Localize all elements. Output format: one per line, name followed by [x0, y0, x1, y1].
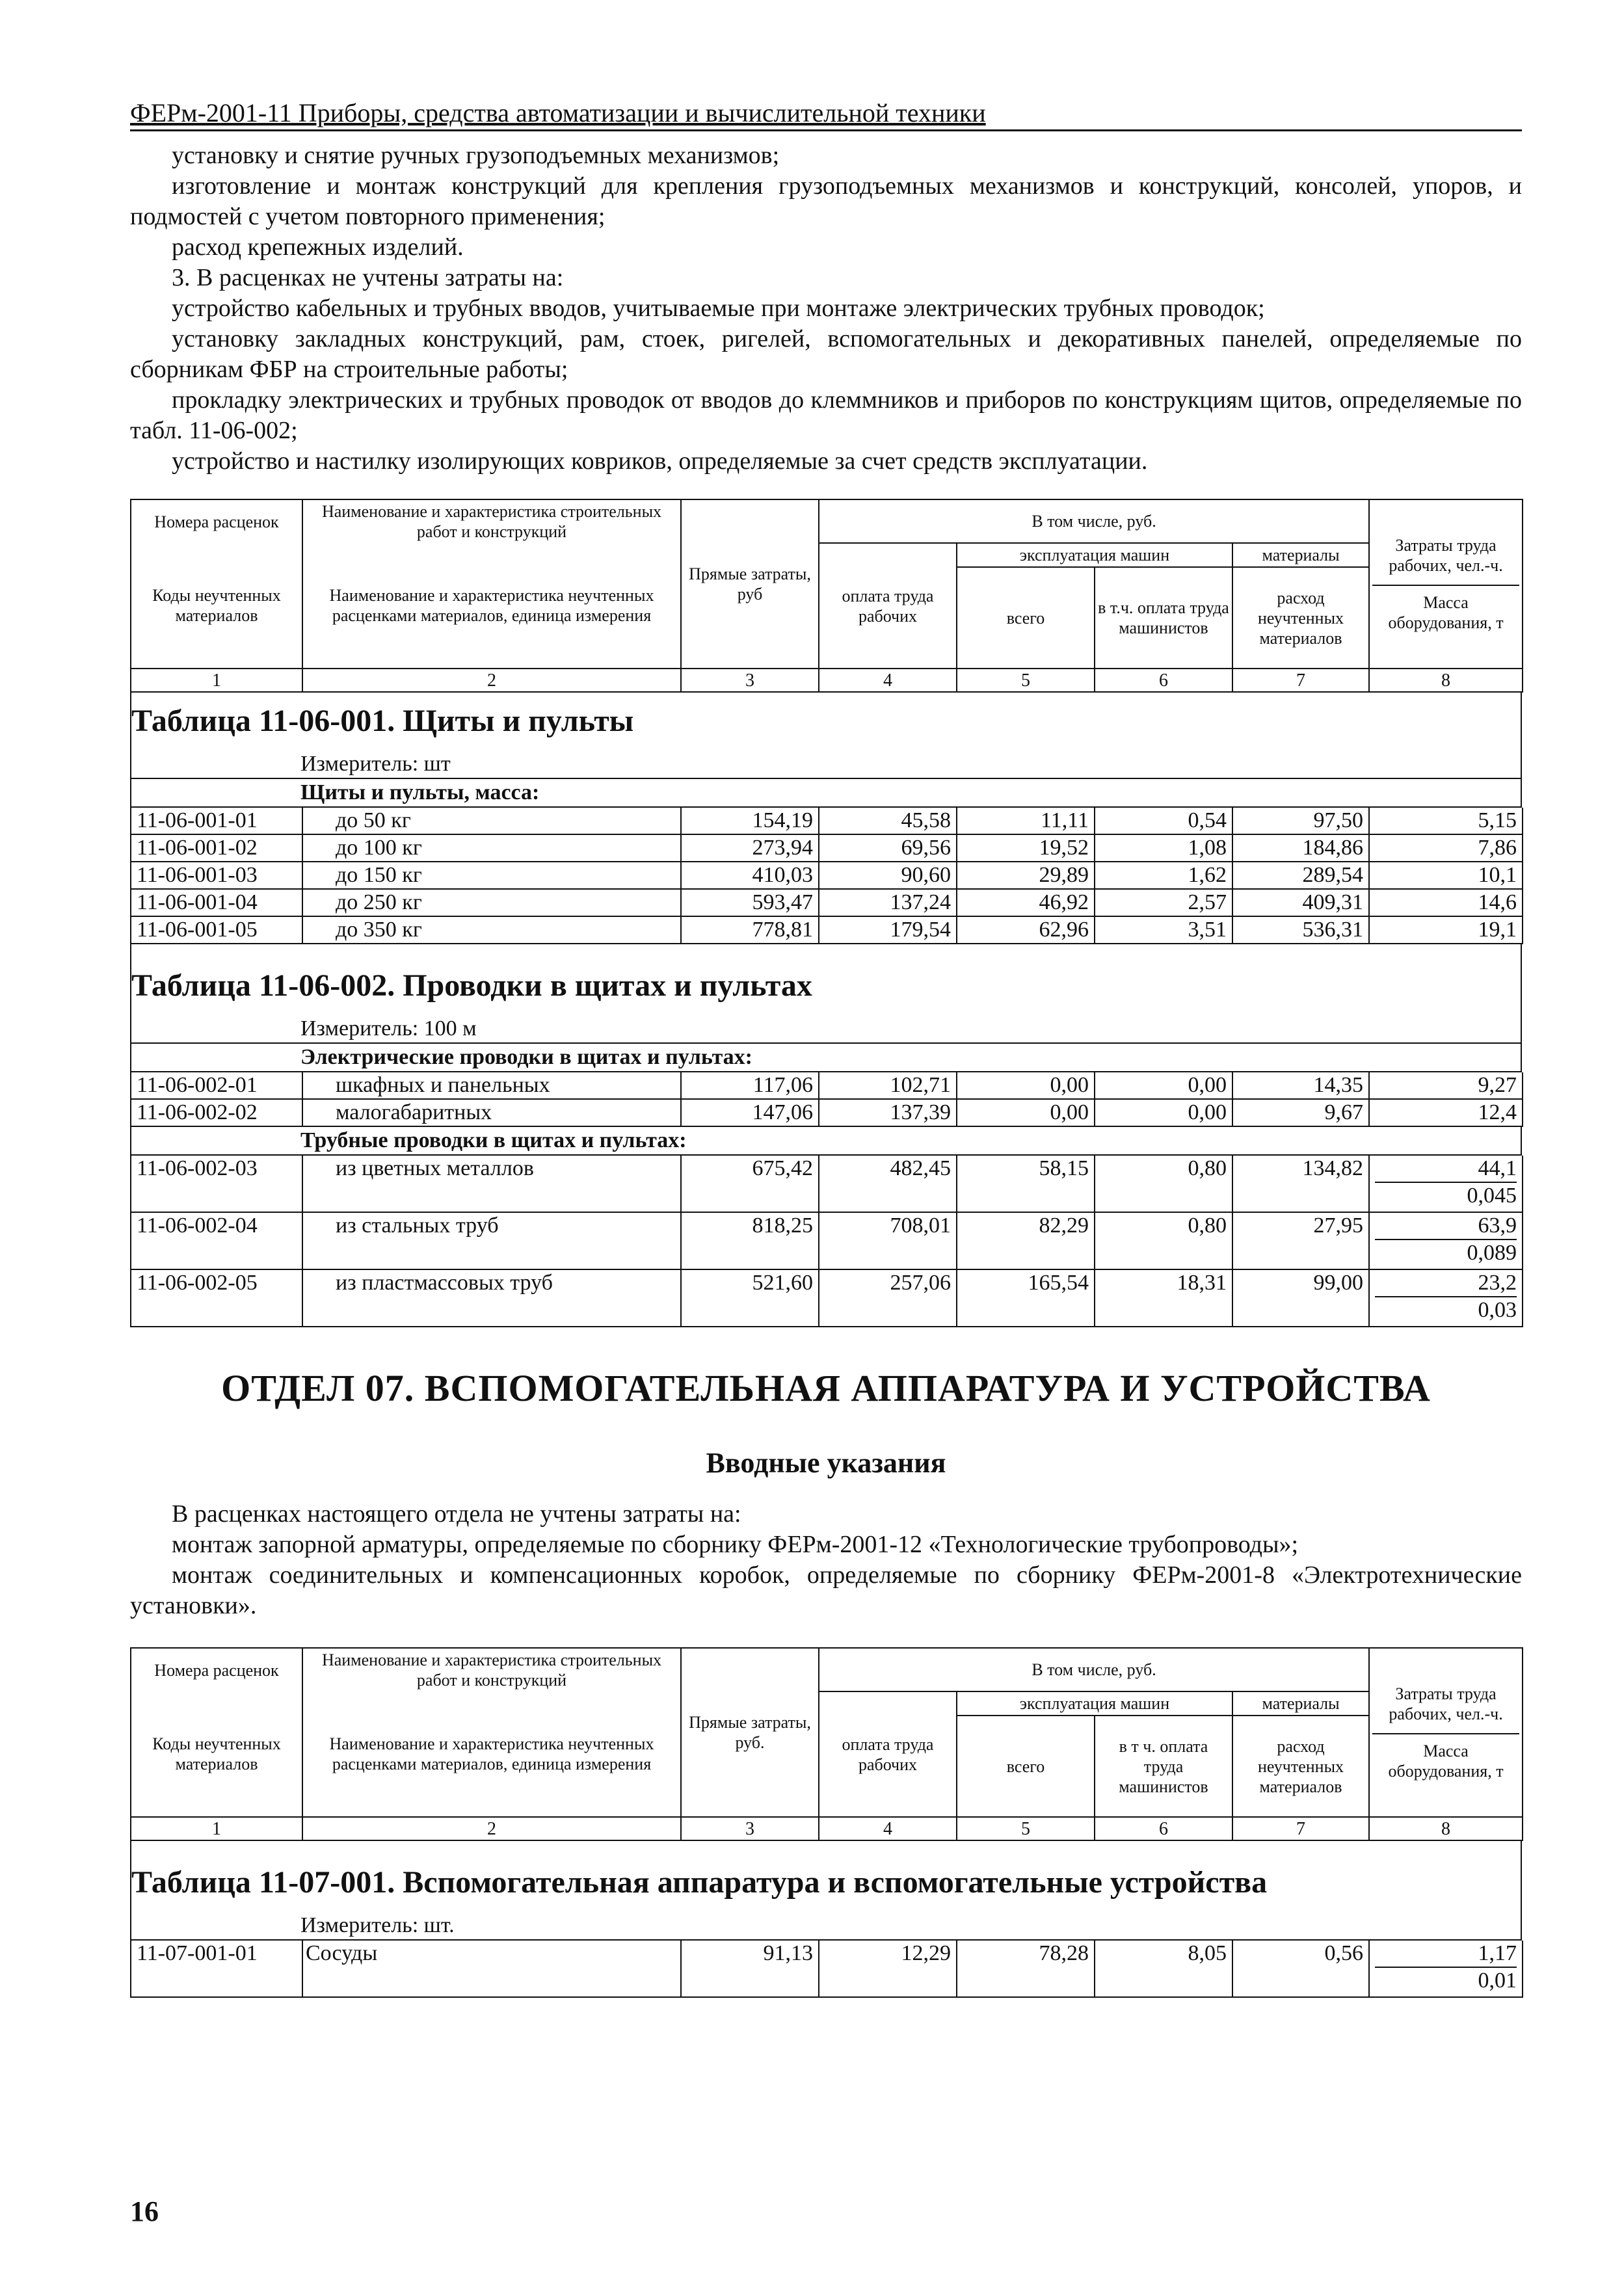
col-direct-costs: Прямые затраты, руб. — [681, 1648, 819, 1817]
col-material-codes: Коды неучтенных материалов — [131, 543, 302, 669]
col-including: В том числе, руб. — [819, 1648, 1369, 1691]
col-material-codes: Коды неучтенных материалов — [131, 1691, 302, 1817]
page-number: 16 — [130, 2195, 159, 2227]
table-row — [131, 862, 1523, 889]
col-machines: эксплуатация машин — [957, 543, 1232, 567]
machines-total-cell: 62,96 — [957, 916, 1095, 944]
wages-cell: 45,58 — [819, 808, 957, 834]
work-name-cell: до 350 кг — [302, 916, 681, 944]
table-title: Таблица 11-07-001. Вспомогательная аппаратура и вспомогательные устройства — [130, 1841, 1522, 1912]
col-machinist-wages: в т.ч. оплата труда машинистов — [1095, 567, 1232, 669]
intro-paragraph: установку закладных конструкций, рам, стоек, ригелей, вспомогательных и декоративных панелей, определяемые по сборникам ФБР на строительные работы; — [130, 325, 1522, 383]
table-row — [131, 1941, 1523, 1997]
section-paragraph: монтаж соединительных и компенсационных коробок, определяемые по сборнику ФЕРм-2001-8 «Электротехнические установки». — [130, 1561, 1522, 1619]
rates-table-11-07-001 — [130, 1941, 1523, 1998]
col-work-name: Наименование и характеристика строительных работ и конструкций — [302, 499, 681, 543]
col-machines-total: всего — [957, 1716, 1095, 1817]
machines-total-cell: 58,15 — [957, 1156, 1095, 1212]
work-name-cell: шкафных и панельных — [302, 1072, 681, 1099]
table-row — [131, 916, 1523, 944]
rates-table-11-06-001 — [130, 808, 1523, 944]
table-row — [131, 1156, 1523, 1212]
running-head: ФЕРм-2001-11 Приборы, средства автоматизации и вычислительной техники — [130, 98, 1522, 131]
machinist-wages-cell: 0,80 — [1095, 1212, 1232, 1269]
col-material-spend: расход неучтенных материалов — [1232, 567, 1369, 669]
table-title: Таблица 11-06-002. Проводки в щитах и пультах — [130, 944, 1522, 1015]
table-row — [131, 1072, 1523, 1099]
section-subtitle: Вводные указания — [706, 1447, 946, 1479]
col-machines-total: всего — [957, 567, 1095, 669]
material-spend-cell: 9,67 — [1232, 1099, 1369, 1126]
col-work-name: Наименование и характеристика строительных работ и конструкций — [302, 1648, 681, 1691]
col-labor: Затраты труда рабочих, чел.-ч. Масса оборудования, т — [1369, 1648, 1523, 1817]
material-spend-cell: 0,56 — [1232, 1941, 1369, 1997]
labor-costs-cell — [1369, 1156, 1523, 1212]
machinist-wages-cell: 1,08 — [1095, 834, 1232, 862]
direct-costs-cell: 593,47 — [681, 889, 819, 916]
page — [130, 98, 1522, 1998]
col-materials: материалы — [1232, 1691, 1369, 1716]
rate-code-cell: 11-06-001-03 — [131, 862, 302, 889]
material-spend-cell: 134,82 — [1232, 1156, 1369, 1212]
machines-total-cell: 19,52 — [957, 834, 1095, 862]
col-rate-numbers: Номера расценок — [131, 1648, 302, 1691]
direct-costs-cell: 154,19 — [681, 808, 819, 834]
direct-costs-cell: 410,03 — [681, 862, 819, 889]
machinist-wages-cell: 1,62 — [1095, 862, 1232, 889]
mass-value: 0,01 — [1478, 1968, 1517, 1993]
machines-total-cell: 46,92 — [957, 889, 1095, 916]
rate-code-cell: 11-06-001-05 — [131, 916, 302, 944]
intro-paragraph: изготовление и монтаж конструкций для крепления грузоподъемных механизмов и конструкций, консолей, упоров, и подмостей с учетом повторного применения; — [130, 172, 1522, 230]
labor-costs-cell: 12,4 — [1369, 1099, 1523, 1126]
work-name-cell: до 150 кг — [302, 862, 681, 889]
table-row — [131, 1099, 1523, 1126]
machinist-wages-cell: 18,31 — [1095, 1269, 1232, 1327]
wages-cell: 12,29 — [819, 1941, 957, 1997]
work-name-cell: из пластмассовых труб — [302, 1269, 681, 1327]
machines-total-cell: 82,29 — [957, 1212, 1095, 1269]
col-including: В том числе, руб. — [819, 499, 1369, 543]
rate-code-cell: 11-06-001-04 — [131, 889, 302, 916]
material-spend-cell: 97,50 — [1232, 808, 1369, 834]
machinist-wages-cell: 0,00 — [1095, 1072, 1232, 1099]
col-wages: оплата труда рабочих — [819, 1691, 957, 1817]
col-direct-costs: Прямые затраты, руб — [681, 499, 819, 669]
labor-value: 1,17 — [1375, 1941, 1517, 1968]
col-material-spend: расход неучтенных материалов — [1232, 1716, 1369, 1817]
labor-costs-cell — [1369, 1269, 1523, 1327]
labor-costs-cell: 5,15 — [1369, 808, 1523, 834]
col-material-name: Наименование и характеристика неучтенных расценками материалов, единица измерения — [302, 1691, 681, 1817]
mass-value: 0,089 — [1467, 1241, 1517, 1265]
col-wages: оплата труда рабочих — [819, 543, 957, 669]
labor-costs-cell: 19,1 — [1369, 916, 1523, 944]
column-numbers-row: 1 2 3 4 5 6 7 8 — [131, 1817, 1523, 1840]
wages-cell: 137,39 — [819, 1099, 957, 1126]
machinist-wages-cell: 0,54 — [1095, 808, 1232, 834]
machines-total-cell: 0,00 — [957, 1099, 1095, 1126]
meter: Измеритель: 100 м — [130, 1015, 1522, 1044]
direct-costs-cell: 675,42 — [681, 1156, 819, 1212]
col-labor: Затраты труда рабочих, чел.-ч. Масса оборудования, т — [1369, 499, 1523, 669]
direct-costs-cell: 521,60 — [681, 1269, 819, 1327]
wages-cell: 482,45 — [819, 1156, 957, 1212]
direct-costs-cell: 147,06 — [681, 1099, 819, 1126]
direct-costs-cell: 91,13 — [681, 1941, 819, 1997]
work-name-cell: Сосуды — [302, 1941, 681, 1997]
material-spend-cell: 184,86 — [1232, 834, 1369, 862]
labor-costs-cell — [1369, 1941, 1523, 1997]
machinist-wages-cell: 2,57 — [1095, 889, 1232, 916]
rates-table-11-06-002-pipe — [130, 1156, 1523, 1327]
machines-total-cell: 0,00 — [957, 1072, 1095, 1099]
work-name-cell: до 250 кг — [302, 889, 681, 916]
wages-cell: 257,06 — [819, 1269, 957, 1327]
material-spend-cell: 99,00 — [1232, 1269, 1369, 1327]
labor-value: 44,1 — [1375, 1156, 1517, 1183]
wages-cell: 102,71 — [819, 1072, 957, 1099]
group-heading: Электрические проводки в щитах и пультах: — [130, 1044, 1522, 1072]
direct-costs-cell: 117,06 — [681, 1072, 819, 1099]
column-header-table — [130, 499, 1523, 693]
material-spend-cell: 27,95 — [1232, 1212, 1369, 1269]
col-rate-numbers: Номера расценок — [131, 499, 302, 543]
wages-cell: 708,01 — [819, 1212, 957, 1269]
section-title: ОТДЕЛ 07. ВСПОМОГАТЕЛЬНАЯ АППАРАТУРА И УСТРОЙСТВА — [221, 1367, 1431, 1409]
machinist-wages-cell: 0,00 — [1095, 1099, 1232, 1126]
section-paragraph: монтаж запорной арматуры, определяемые по сборнику ФЕРм-2001-12 «Технологические трубопроводы»; — [172, 1531, 1299, 1558]
machines-total-cell: 165,54 — [957, 1269, 1095, 1327]
rate-code-cell: 11-06-002-04 — [131, 1212, 302, 1269]
rates-table-11-06-002-electric — [130, 1072, 1523, 1127]
labor-value: 63,9 — [1375, 1213, 1517, 1240]
col-material-name: Наименование и характеристика неучтенных расценками материалов, единица измерения — [302, 543, 681, 669]
table-row — [131, 808, 1523, 834]
wages-cell: 137,24 — [819, 889, 957, 916]
direct-costs-cell: 273,94 — [681, 834, 819, 862]
mass-value: 0,045 — [1467, 1184, 1517, 1208]
rate-code-cell: 11-06-002-05 — [131, 1269, 302, 1327]
table-row — [131, 1269, 1523, 1327]
labor-costs-cell — [1369, 1212, 1523, 1269]
column-numbers-row: 1 2 3 4 5 6 7 8 — [131, 669, 1523, 692]
rate-code-cell: 11-06-002-01 — [131, 1072, 302, 1099]
intro-paragraph: 3. В расценках не учтены затраты на: — [172, 264, 564, 291]
labor-costs-cell: 10,1 — [1369, 862, 1523, 889]
direct-costs-cell: 778,81 — [681, 916, 819, 944]
table-row — [131, 889, 1523, 916]
material-spend-cell: 289,54 — [1232, 862, 1369, 889]
direct-costs-cell: 818,25 — [681, 1212, 819, 1269]
material-spend-cell: 14,35 — [1232, 1072, 1369, 1099]
wages-cell: 90,60 — [819, 862, 957, 889]
rate-code-cell: 11-06-001-01 — [131, 808, 302, 834]
work-name-cell: из стальных труб — [302, 1212, 681, 1269]
intro-text — [130, 140, 1522, 477]
wages-cell: 69,56 — [819, 834, 957, 862]
intro-paragraph: расход крепежных изделий. — [172, 233, 464, 261]
labor-costs-cell: 7,86 — [1369, 834, 1523, 862]
rate-code-cell: 11-06-002-03 — [131, 1156, 302, 1212]
machines-total-cell: 11,11 — [957, 808, 1095, 834]
material-spend-cell: 409,31 — [1232, 889, 1369, 916]
machinist-wages-cell: 0,80 — [1095, 1156, 1232, 1212]
work-name-cell: из цветных металлов — [302, 1156, 681, 1212]
col-machines: эксплуатация машин — [957, 1691, 1232, 1716]
material-spend-cell: 536,31 — [1232, 916, 1369, 944]
col-machinist-wages: в т ч. оплата труда машинистов — [1095, 1716, 1232, 1817]
rate-code-cell: 11-06-001-02 — [131, 834, 302, 862]
meter: Измеритель: шт. — [130, 1912, 1522, 1941]
intro-paragraph: устройство кабельных и трубных вводов, учитываемые при монтаже электрических трубных проводок; — [172, 295, 1265, 322]
work-name-cell: малогабаритных — [302, 1099, 681, 1126]
intro-paragraph: устройство и настилку изолирующих ковриков, определяемые за счет средств эксплуатации. — [172, 447, 1148, 475]
table-title: Таблица 11-06-001. Щиты и пульты — [130, 693, 1522, 750]
labor-value: 23,2 — [1375, 1270, 1517, 1297]
machinist-wages-cell: 3,51 — [1095, 916, 1232, 944]
machines-total-cell: 78,28 — [957, 1941, 1095, 1997]
section-text — [130, 1499, 1522, 1621]
machinist-wages-cell: 8,05 — [1095, 1941, 1232, 1997]
column-header-table — [130, 1647, 1523, 1841]
mass-value: 0,03 — [1478, 1298, 1517, 1322]
intro-paragraph: прокладку электрических и трубных проводок от вводов до клеммников и приборов по конструкциям щитов, определяемые по табл. 11-06-002; — [130, 386, 1522, 444]
rate-code-cell: 11-07-001-01 — [131, 1941, 302, 1997]
section-paragraph: В расценках настоящего отдела не учтены затраты на: — [172, 1500, 741, 1528]
work-name-cell: до 50 кг — [302, 808, 681, 834]
labor-costs-cell: 14,6 — [1369, 889, 1523, 916]
meter: Измеритель: шт — [130, 750, 1522, 779]
rate-code-cell: 11-06-002-02 — [131, 1099, 302, 1126]
group-heading: Трубные проводки в щитах и пультах: — [130, 1127, 1522, 1156]
table-row — [131, 1212, 1523, 1269]
col-materials: материалы — [1232, 543, 1369, 567]
labor-costs-cell: 9,27 — [1369, 1072, 1523, 1099]
group-heading: Щиты и пульты, масса: — [130, 779, 1522, 808]
work-name-cell: до 100 кг — [302, 834, 681, 862]
table-row — [131, 834, 1523, 862]
wages-cell: 179,54 — [819, 916, 957, 944]
machines-total-cell: 29,89 — [957, 862, 1095, 889]
intro-paragraph: установку и снятие ручных грузоподъемных механизмов; — [172, 142, 780, 169]
